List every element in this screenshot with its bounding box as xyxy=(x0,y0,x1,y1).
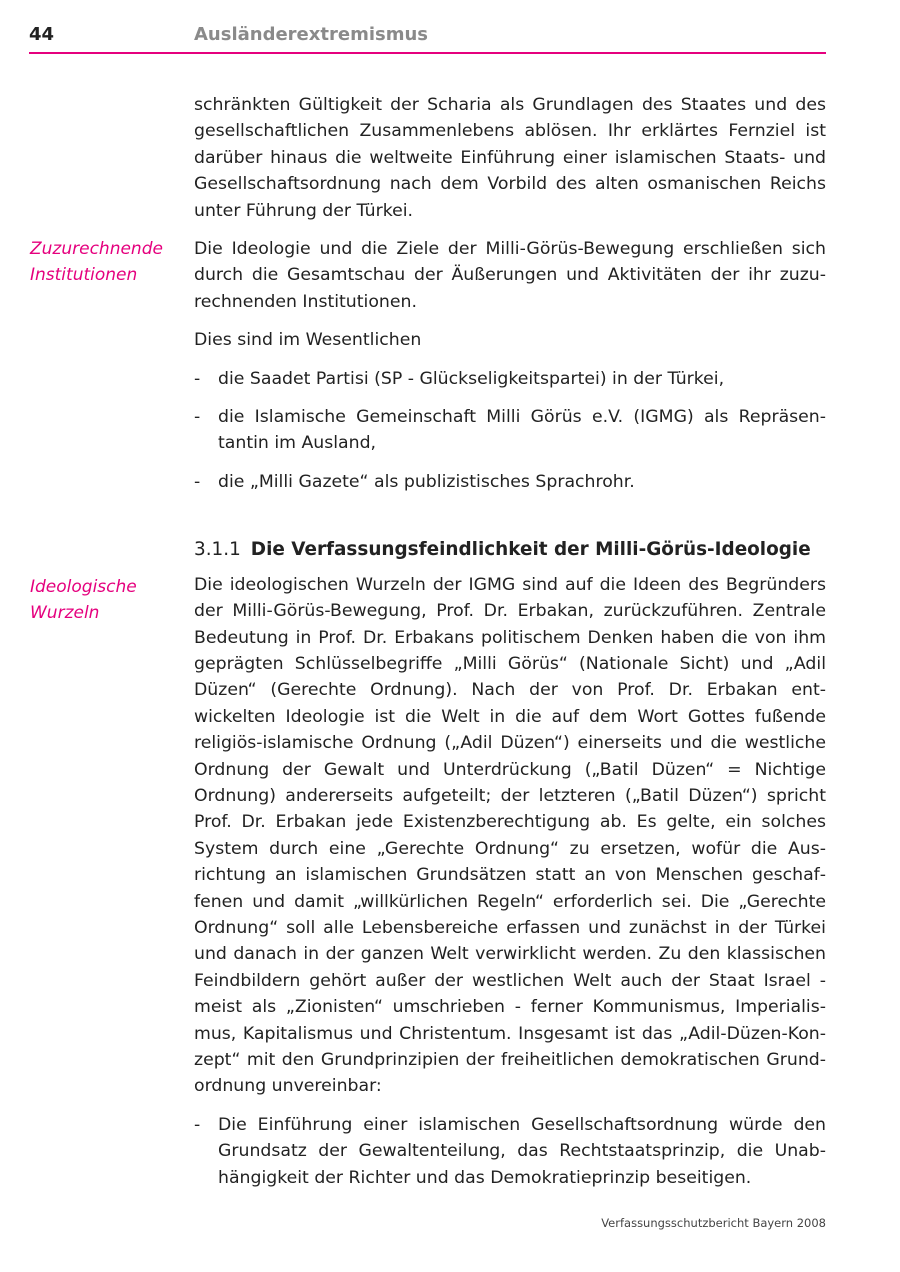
list-item-text: die Islamische Gemeinschaft Milli Görüs e.V. (IGMG) als Repräsentantin im Ausland, xyxy=(218,407,826,454)
ideology-paragraph: Die ideologischen Wurzeln der IGMG sind auf die Ideen des Begründers der Milli-Görüs-Bewegung, Prof. Dr. Erbakan, zurückzuführen. Zentrale Bedeutung in Prof. Dr. Erbakans politischem Denken haben die von ihm geprägten Schlüsselbegriffe „Milli Görüs“ (Nationale Sicht) und „Adil Düzen“ (Gerechte Ordnung). Nach der von Prof. Dr. Erbakan entwickelten Ideologie ist die Welt in die auf dem Wort Gottes fußende religiös-islamische Ordnung („Adil Düzen“) einerseits und die westliche Ordnung der Gewalt und Unterdrückung („Batil Düzen“ = Nichtige Ordnung) andererseits aufgeteilt; der letzteren („Batil Düzen“) spricht Prof. Dr. Erbakan jede Existenzberechtigung ab. Es gelte, ein solches System durch eine „Gerechte Ordnung“ zu ersetzen, wofür die Ausrichtung an islamischen Grundsätzen statt an von Menschen geschaffenen und damit „willkürlichen Regeln“ erforderlich sei. Die „Gerechte Ordnung“ soll alle Lebensbereiche erfassen und zunächst in der Türkei und danach in der ganzen Welt verwirklicht werden. Zu den klassischen Feindbildern gehört außer der westlichen Welt auch der Staat Israel - meist als „Zionisten“ umschrieben - ferner Kommunismus, Imperialismus, Kapitalismus und Christentum. Insgesamt ist das „Adil-Düzen-Konzept“ mit den Grundprinzipien der freiheitlichen demokratischen Grundordnung unvereinbar: xyxy=(194,574,826,1097)
main-text xyxy=(194,92,826,1203)
list-item xyxy=(194,469,826,495)
list-dash: - xyxy=(194,1114,201,1135)
section-number: 3.1.1 xyxy=(194,539,241,561)
institutions-list xyxy=(194,366,826,496)
margin-note-ideology: Ideologische Wurzeln xyxy=(30,577,137,623)
institutions-paragraph: Die Ideologie und die Ziele der Milli-Görüs-Bewegung erschließen sich durch die Gesamtschau der Äußerungen und Aktivitäten der ihr zuzurechnenden Institutionen. xyxy=(194,239,826,312)
page-number: 44 xyxy=(29,24,55,45)
list-item xyxy=(194,366,826,392)
list-item xyxy=(194,1112,826,1191)
list-dash: - xyxy=(194,407,201,428)
section-heading xyxy=(194,537,826,563)
list-item-text: Die Einführung einer islamischen Gesellschaftsordnung würde den Grundsatz der Gewaltenteilung, das Rechtstaatsprinzip, die Unabhängigkeit der Richter und das Demokratieprinzip beseitigen. xyxy=(218,1114,826,1188)
page-header xyxy=(29,24,826,54)
intro-paragraph: schränkten Gültigkeit der Scharia als Grundlagen des Staates und des gesellschaftlichen Zusammenlebens ablösen. Ihr erklärtes Fernziel ist darüber hinaus die weltweite Einführung einer islamischen Staats- und Gesellschaftsordnung nach dem Vorbild des alten osmanischen Reichs unter Führung der Türkei. xyxy=(194,95,826,221)
list-item xyxy=(194,404,826,457)
consequences-list xyxy=(194,1112,826,1191)
header-rule xyxy=(29,52,826,54)
section-title: Die Verfassungsfeindlichkeit der Milli-Görüs-Ideologie xyxy=(250,539,811,561)
list-dash: - xyxy=(194,368,201,389)
footer-publication: Verfassungsschutzbericht Bayern 2008 xyxy=(601,1216,826,1230)
running-title: Ausländerextremismus xyxy=(194,24,428,45)
list-item-text: die „Milli Gazete“ als publizistisches Sprachrohr. xyxy=(218,471,635,492)
list-item-text: die Saadet Partisi (SP - Glückseligkeitspartei) in der Türkei, xyxy=(218,368,725,389)
list-dash: - xyxy=(194,471,201,492)
list-intro: Dies sind im Wesentlichen xyxy=(194,330,422,351)
margin-note-institutions: Zuzurechnende Institutionen xyxy=(30,239,163,285)
